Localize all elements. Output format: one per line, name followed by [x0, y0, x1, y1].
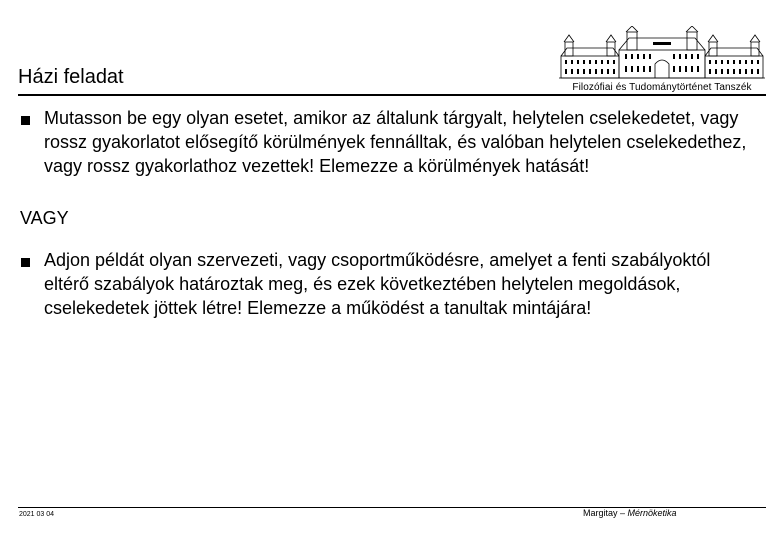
footer-course: Mérnöketika: [627, 508, 677, 518]
option-separator: VAGY: [20, 208, 69, 228]
footer-author: Margitay –: [583, 508, 628, 518]
header-divider: [18, 94, 766, 96]
assignment-option-2: Adjon példát olyan szervezeti, vagy csoportműködésre, amelyet a fenti szabályoktól eltérő szabályok határoztak meg, és ezek következtében helytelen megoldások, cselekedetek jöttek létre! Elemezze a működést a tanultak mintájára!: [44, 250, 711, 318]
bullet-marker-2: [21, 258, 30, 267]
page-title: Házi feladat: [18, 66, 124, 88]
department-name: Filozófiai és Tudománytörténet Tanszék: [572, 82, 752, 93]
university-building-icon: [557, 26, 767, 82]
footer-date: 2021 03 04: [19, 511, 55, 518]
bullet-marker-1: [21, 116, 30, 125]
department-logo: [557, 26, 767, 98]
footer-credit: [583, 508, 677, 518]
assignment-option-1: Mutasson be egy olyan esetet, amikor az általunk tárgyalt, helytelen cselekedetet, vagy rossz gyakorlatot elősegítő körülmények fennálltak, és valóban helytelen cselekedethez, vagy rossz gyakorlathoz vezettek! Elemezze a körülmények hatását!: [44, 108, 747, 176]
